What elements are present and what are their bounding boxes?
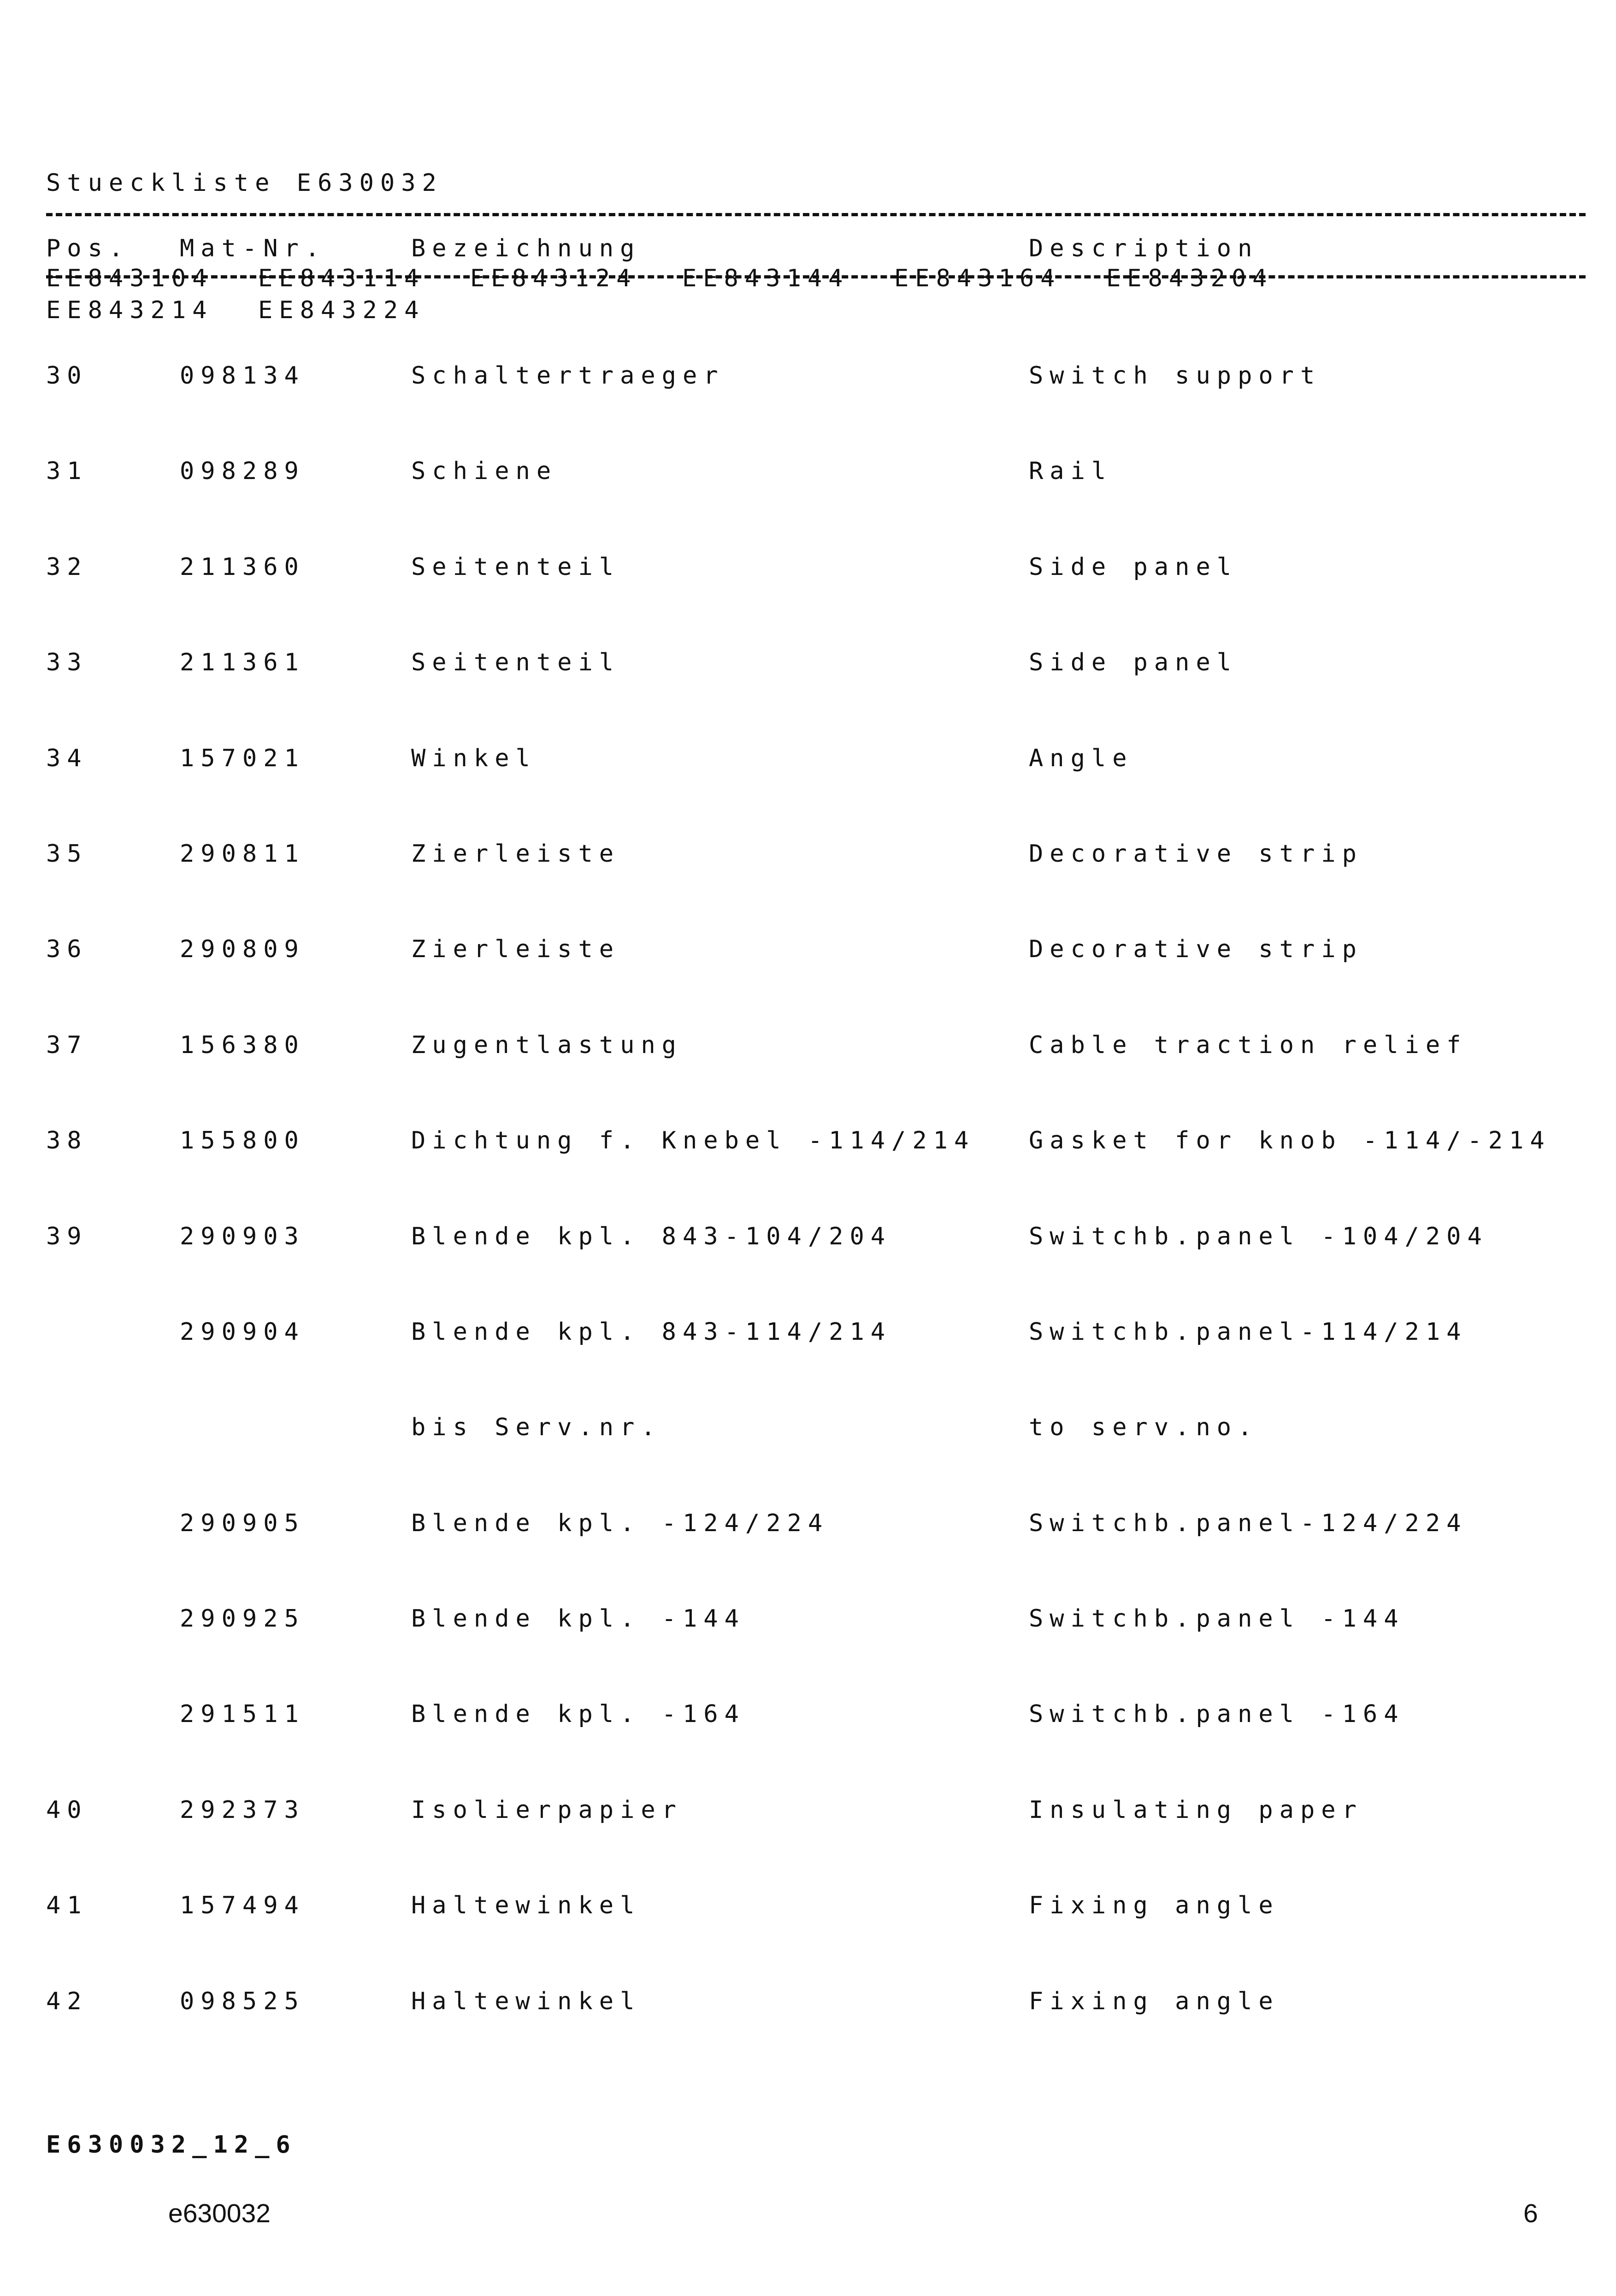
- column-header-bezeichnung: Bezeichnung: [411, 235, 641, 262]
- table-row: [46, 1508, 1586, 1539]
- table-row: [46, 647, 1586, 679]
- column-header-pos: Pos.: [46, 235, 130, 262]
- table-row: [46, 1794, 1586, 1826]
- table-row: [46, 1316, 1586, 1348]
- table-row: [46, 1603, 1586, 1635]
- description-cell: Fixing angle: [1029, 1987, 1280, 2015]
- bezeichnung-cell: Seitenteil: [411, 553, 620, 581]
- mat-nr-cell: 155800: [180, 1127, 305, 1155]
- table-row: [46, 934, 1586, 965]
- description-cell: Fixing angle: [1029, 1892, 1280, 1920]
- bezeichnung-cell: Zierleiste: [411, 840, 620, 868]
- mat-nr-cell: 157494: [180, 1892, 305, 1920]
- parts-table: [46, 296, 1586, 2049]
- description-cell: Switchb.panel -164: [1029, 1700, 1405, 1728]
- pos-cell: 39: [46, 1222, 88, 1250]
- pos-cell: 30: [46, 362, 88, 390]
- header-divider-top: [46, 213, 1586, 216]
- description-cell: Rail: [1029, 457, 1113, 485]
- header-divider-bottom: [46, 275, 1586, 278]
- model-number: EE843124: [470, 265, 637, 292]
- model-number: EE843114: [258, 265, 425, 292]
- table-row: [46, 551, 1586, 583]
- bezeichnung-cell: bis Serv.nr.: [411, 1414, 662, 1442]
- bezeichnung-cell: Blende kpl. 843-104/204: [411, 1222, 892, 1250]
- model-number: EE843224: [258, 296, 425, 324]
- bezeichnung-cell: Winkel: [411, 744, 537, 772]
- table-row: [46, 456, 1586, 487]
- table-header: [46, 233, 1586, 265]
- mat-nr-cell: 290925: [180, 1605, 305, 1633]
- pos-cell: 34: [46, 744, 88, 772]
- description-cell: Switchb.panel -144: [1029, 1605, 1405, 1633]
- table-row: [46, 1890, 1586, 1922]
- pos-cell: 35: [46, 840, 88, 868]
- model-number: EE843104: [46, 265, 213, 292]
- description-cell: Insulating paper: [1029, 1796, 1363, 1824]
- mat-nr-cell: 290905: [180, 1509, 305, 1537]
- description-cell: Side panel: [1029, 553, 1238, 581]
- description-cell: Switchb.panel -104/204: [1029, 1222, 1488, 1250]
- model-number: EE843164: [894, 265, 1062, 292]
- mat-nr-cell: 290903: [180, 1222, 305, 1250]
- bezeichnung-cell: Haltewinkel: [411, 1892, 641, 1920]
- table-row: [46, 1125, 1586, 1157]
- parts-list-title: Stueckliste E630032: [46, 169, 443, 197]
- description-cell: to serv.no.: [1029, 1414, 1259, 1442]
- table-row: [46, 360, 1586, 392]
- bezeichnung-cell: Blende kpl. -124/224: [411, 1509, 829, 1537]
- bezeichnung-cell: Zierleiste: [411, 935, 620, 964]
- table-row: [46, 1986, 1586, 2018]
- mat-nr-cell: 290809: [180, 935, 305, 964]
- mat-nr-cell: 291511: [180, 1700, 305, 1728]
- bezeichnung-cell: Dichtung f. Knebel -114/214: [411, 1127, 975, 1155]
- mat-nr-cell: 211361: [180, 649, 305, 677]
- description-cell: Angle: [1029, 744, 1133, 772]
- column-header-mat-nr: Mat-Nr.: [180, 235, 326, 262]
- mat-nr-cell: 290904: [180, 1318, 305, 1346]
- pos-cell: 32: [46, 553, 88, 581]
- bezeichnung-cell: Blende kpl. -144: [411, 1605, 745, 1633]
- description-cell: Switchb.panel-124/224: [1029, 1509, 1468, 1537]
- mat-nr-cell: 098525: [180, 1987, 305, 2015]
- mat-nr-cell: 098289: [180, 457, 305, 485]
- column-header-description: Description: [1029, 235, 1259, 262]
- pos-cell: 42: [46, 1987, 88, 2015]
- page-number: 6: [1523, 2199, 1538, 2228]
- description-cell: Side panel: [1029, 649, 1238, 677]
- table-row: [46, 1030, 1586, 1061]
- pos-cell: 40: [46, 1796, 88, 1824]
- table-row: [46, 838, 1586, 870]
- bezeichnung-cell: Schaltertraeger: [411, 362, 725, 390]
- bezeichnung-cell: Zugentlastung: [411, 1031, 683, 1059]
- description-cell: Gasket for knob -114/-214: [1029, 1127, 1551, 1155]
- pos-cell: 36: [46, 935, 88, 964]
- mat-nr-cell: 211360: [180, 553, 305, 581]
- pos-cell: 41: [46, 1892, 88, 1920]
- bezeichnung-cell: Seitenteil: [411, 649, 620, 677]
- mat-nr-cell: 156380: [180, 1031, 305, 1059]
- mat-nr-cell: 098134: [180, 362, 305, 390]
- bezeichnung-cell: Schiene: [411, 457, 558, 485]
- table-row: [46, 743, 1586, 775]
- pos-cell: 38: [46, 1127, 88, 1155]
- document-code: E630032_12_6: [46, 2131, 297, 2159]
- model-number: EE843214: [46, 296, 213, 324]
- model-number: EE843204: [1106, 265, 1274, 292]
- mat-nr-cell: 157021: [180, 744, 305, 772]
- bezeichnung-cell: Blende kpl. 843-114/214: [411, 1318, 892, 1346]
- description-cell: Cable traction relief: [1029, 1031, 1468, 1059]
- table-row: [46, 1412, 1586, 1444]
- pos-cell: 37: [46, 1031, 88, 1059]
- bezeichnung-cell: Isolierpapier: [411, 1796, 683, 1824]
- mat-nr-cell: 290811: [180, 840, 305, 868]
- footer-document-id: e630032: [168, 2199, 271, 2228]
- description-cell: Switchb.panel-114/214: [1029, 1318, 1468, 1346]
- table-row: [46, 1221, 1586, 1253]
- table-row: [46, 1698, 1586, 1730]
- pos-cell: 33: [46, 649, 88, 677]
- description-cell: Switch support: [1029, 362, 1321, 390]
- pos-cell: 31: [46, 457, 88, 485]
- bezeichnung-cell: Haltewinkel: [411, 1987, 641, 2015]
- model-number: EE843144: [682, 265, 849, 292]
- mat-nr-cell: 292373: [180, 1796, 305, 1824]
- description-cell: Decorative strip: [1029, 840, 1363, 868]
- description-cell: Decorative strip: [1029, 935, 1363, 964]
- bezeichnung-cell: Blende kpl. -164: [411, 1700, 745, 1728]
